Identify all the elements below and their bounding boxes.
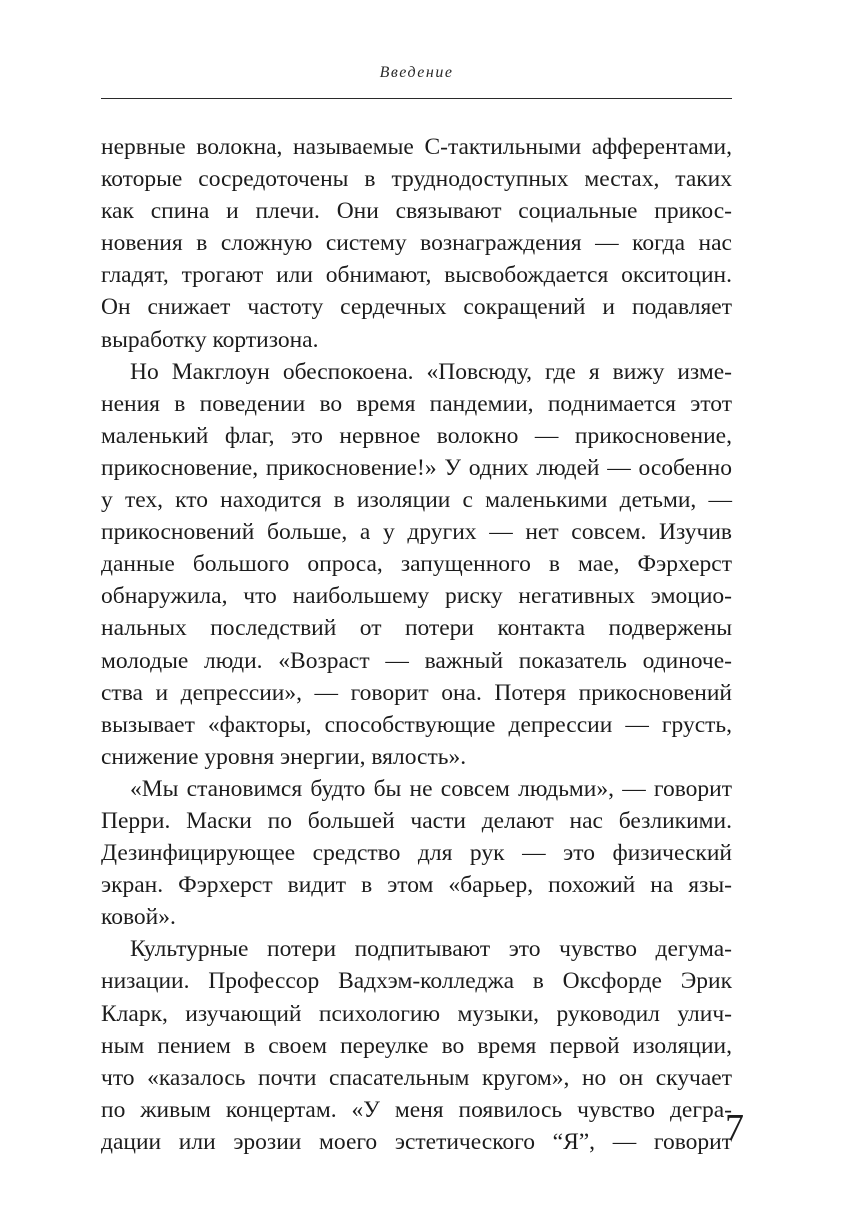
text-line: снижение уровня энергии, вялость». bbox=[101, 743, 467, 770]
text-line: нальных последствий от потери контакта подвержены bbox=[101, 615, 732, 642]
text-line: молодые люди. «Возраст — важный показатель одиноче- bbox=[101, 647, 732, 674]
text-line: ным пением в своем переулке во время первой изоляции, bbox=[101, 1032, 732, 1059]
text-line: Дезинфицирующее средство для рук — это физический bbox=[101, 840, 732, 867]
text-line: Культурные потери подпитывают это чувство дегума- bbox=[130, 936, 732, 963]
header-rule bbox=[101, 98, 732, 99]
paragraph bbox=[101, 131, 732, 356]
text-line: нервные волокна, называемые С-тактильными афферентами, bbox=[101, 134, 732, 160]
text-line: маленький флаг, это нервное волокно — прикосновение, bbox=[101, 422, 732, 449]
text-line: по живым концертам. «У меня появилось чувство дегра- bbox=[101, 1096, 732, 1123]
paragraph bbox=[101, 773, 732, 933]
body-text bbox=[101, 131, 732, 1158]
text-line: у тех, кто находится в изоляции с маленькими детьми, — bbox=[101, 487, 732, 514]
text-line: прикосновение, прикосновение!» У одних людей — особенно bbox=[101, 454, 732, 481]
text-line: гладят, трогают или обнимают, высвобождается окситоцин. bbox=[101, 262, 732, 289]
text-line: прикосновений больше, а у других — нет совсем. Изучив bbox=[101, 519, 732, 546]
text-line: что «казалось почти спасательным кругом», но он скучает bbox=[101, 1064, 732, 1091]
text-line: обнаружила, что наибольшему риску негативных эмоцио- bbox=[101, 583, 732, 610]
text-line: ства и депрессии», — говорит она. Потеря прикосновений bbox=[101, 679, 732, 706]
text-line: как спина и плечи. Они связывают социальные прикос- bbox=[101, 198, 732, 225]
text-line: новения в сложную систему вознаграждения — когда нас bbox=[101, 230, 732, 257]
text-line: Но Макглоун обеспокоена. «Повсюду, где я вижу изме- bbox=[130, 358, 732, 385]
text-line: низации. Профессор Вадхэм-колледжа в Оксфорде Эрик bbox=[101, 968, 732, 995]
text-line: Он снижает частоту сердечных сокращений и подавляет bbox=[101, 294, 732, 321]
text-line: нения в поведении во время пандемии, поднимается этот bbox=[101, 390, 732, 417]
text-line: выработку кортизона. bbox=[101, 326, 319, 353]
text-line: данные большого опроса, запущенного в мае, Фэрхерст bbox=[101, 551, 732, 578]
text-line: дации или эрозии моего эстетического “Я”, — говорит bbox=[101, 1128, 732, 1155]
text-line: Перри. Маски по большей части делают нас безликими. bbox=[101, 807, 732, 834]
text-line: вызывает «факторы, способствующие депрессии — грусть, bbox=[101, 711, 732, 738]
paragraph bbox=[101, 933, 732, 1158]
text-line: экран. Фэрхерст видит в этом «барьер, похожий на язы- bbox=[101, 872, 732, 899]
text-line: Кларк, изучающий психологию музыки, руководил улич- bbox=[101, 1000, 732, 1027]
text-line: которые сосредоточены в труднодоступных местах, таких bbox=[101, 166, 732, 193]
text-line: «Мы становимся будто бы не совсем людьми», — говорит bbox=[130, 775, 732, 802]
text-line: ковой». bbox=[101, 904, 176, 931]
paragraph bbox=[101, 356, 732, 773]
page-number: 7 bbox=[725, 1107, 744, 1149]
running-head: Введение bbox=[379, 64, 454, 81]
